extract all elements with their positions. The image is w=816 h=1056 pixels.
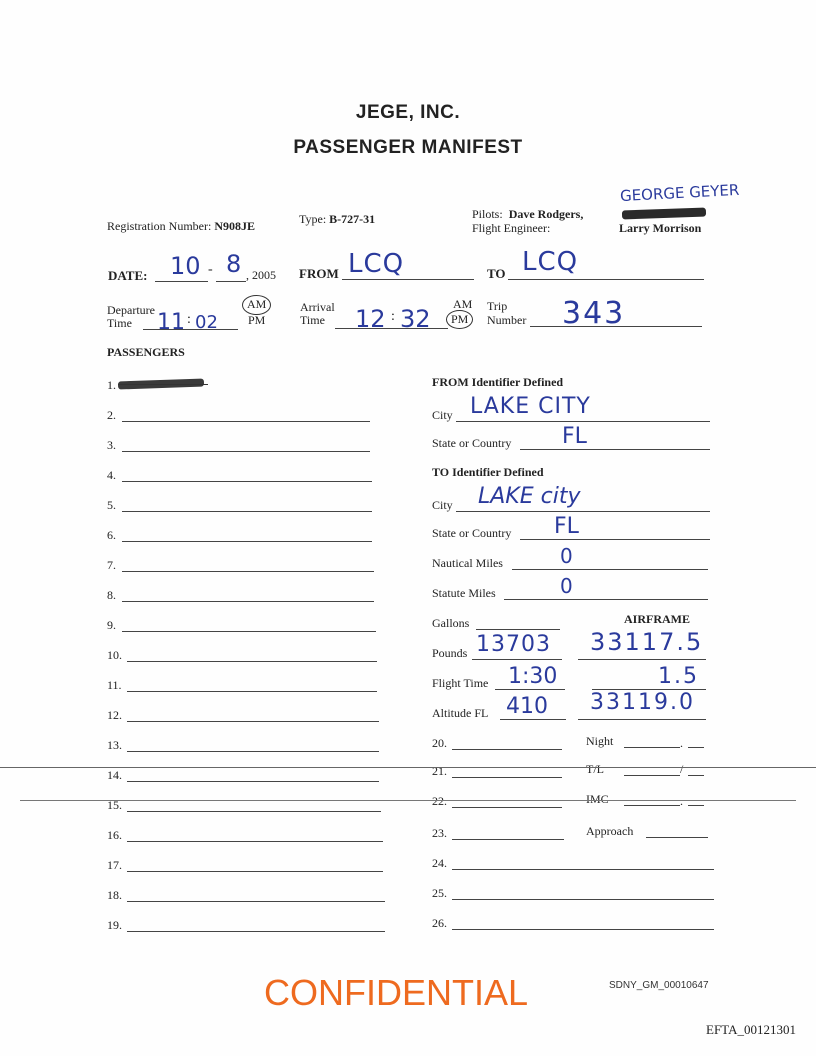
passenger-number: 19. (107, 918, 122, 932)
arrival-hour: 12 (355, 305, 386, 333)
passenger-number: 5. (107, 498, 116, 512)
altitude-value: 410 (506, 694, 548, 719)
arrival-am: AM (453, 297, 473, 311)
departure-minute: 02 (195, 312, 218, 333)
to-city-value: LAKE city (478, 484, 581, 509)
from-state-value: FL (562, 424, 587, 449)
date-month: 10 (170, 252, 201, 280)
row-number: 25. (432, 886, 447, 900)
passenger-number: 15. (107, 798, 122, 812)
from-city-value: LAKE CITY (470, 394, 591, 419)
document-title: PASSENGER MANIFEST (293, 137, 523, 158)
passenger-number: 4. (107, 468, 116, 482)
registration-label: Registration Number: N908JE (107, 219, 255, 233)
passengers-heading: PASSENGERS (107, 345, 185, 359)
passenger-number: 7. (107, 558, 116, 572)
to-value: LCQ (522, 247, 579, 277)
passenger-number: 11. (107, 678, 122, 692)
departure-hour: 11 (157, 310, 185, 335)
bates-number: SDNY_GM_00010647 (609, 980, 709, 991)
redaction-mark (622, 208, 706, 220)
departure-am: AM (247, 297, 267, 311)
registration-value: N908JE (214, 219, 255, 233)
row-number: 21. (432, 764, 447, 778)
passenger-number: 1. (107, 378, 116, 392)
arrival-minute: 32 (400, 305, 431, 333)
passenger-number: 16. (107, 828, 122, 842)
statute-miles-value: 0 (560, 574, 573, 598)
trip-label: Trip (487, 299, 508, 313)
flight-time-value: 1:30 (508, 664, 558, 689)
to-city-label: City (432, 498, 453, 512)
passenger-number: 9. (107, 618, 116, 632)
arrival-label: Arrival (300, 300, 335, 314)
passenger-number: 14. (107, 768, 122, 782)
to-identifier-heading: TO Identifier Defined (432, 465, 544, 479)
statute-miles-label: Statute Miles (432, 586, 496, 600)
passenger-number: 2. (107, 408, 116, 422)
gallons-label: Gallons (432, 616, 470, 630)
passenger-number: 6. (107, 528, 116, 542)
passenger-number: 10. (107, 648, 122, 662)
approach-label: Approach (586, 824, 634, 838)
date-day: 8 (226, 250, 242, 278)
passenger-number: 17. (107, 858, 122, 872)
row-number: 22. (432, 794, 447, 808)
airframe-heading: AIRFRAME (624, 612, 690, 626)
airframe-pounds-value: 33117.5 (590, 628, 704, 656)
nautical-miles-label: Nautical Miles (432, 556, 503, 570)
from-label: FROM (299, 266, 339, 281)
arrival-pm: PM (451, 312, 469, 326)
pounds-label: Pounds (432, 646, 468, 660)
type-label: Type: B-727-31 (299, 212, 376, 226)
passenger-number: 8. (107, 588, 116, 602)
nautical-miles-value: 0 (560, 544, 573, 568)
company-name: JEGE, INC. (355, 102, 461, 123)
airframe-altitude-value: 33119.0 (590, 690, 695, 715)
pounds-value: 13703 (476, 632, 551, 657)
to-state-label: State or Country (432, 526, 512, 540)
to-state-value: FL (554, 514, 579, 539)
passenger-number: 18. (107, 888, 122, 902)
passenger-number: 3. (107, 438, 116, 452)
row-number: 26. (432, 916, 447, 930)
date-label: DATE: (108, 268, 148, 283)
flight-time-label: Flight Time (432, 676, 489, 690)
airframe-flight-time-value: 1.5 (658, 664, 699, 689)
altitude-label: Altitude FL (432, 706, 489, 720)
passenger-number: 13. (107, 738, 122, 752)
from-city-label: City (432, 408, 453, 422)
from-value: LCQ (348, 249, 405, 279)
pilots-value: Dave Rodgers, (508, 207, 584, 221)
type-value: B-727-31 (329, 212, 376, 226)
row-number: 23. (432, 826, 447, 840)
efta-number: EFTA_00121301 (706, 1022, 796, 1037)
date-year: , 2005 (246, 268, 276, 282)
row-number: 24. (432, 856, 447, 870)
passenger-number: 12. (107, 708, 122, 722)
departure-label: Departure (107, 303, 155, 317)
row-number: 20. (432, 736, 447, 750)
flight-engineer-value: Larry Morrison (619, 221, 702, 235)
flight-engineer-label: Flight Engineer: (472, 221, 551, 235)
fold-line (0, 767, 816, 768)
imc-label: IMC (586, 792, 609, 806)
from-identifier-heading: FROM Identifier Defined (432, 375, 564, 389)
confidential-stamp: CONFIDENTIAL (264, 972, 529, 1013)
departure-pm: PM (248, 313, 266, 327)
pilot-handwritten-name: GEORGE GEYER (619, 180, 740, 206)
tl-label: T/L (586, 762, 604, 776)
pilots-label: Pilots: Dave Rodgers, (472, 207, 584, 221)
from-state-label: State or Country (432, 436, 512, 450)
to-label: TO (487, 266, 506, 281)
night-label: Night (586, 734, 614, 748)
trip-number-value: 343 (562, 296, 626, 331)
fold-line (20, 800, 796, 801)
